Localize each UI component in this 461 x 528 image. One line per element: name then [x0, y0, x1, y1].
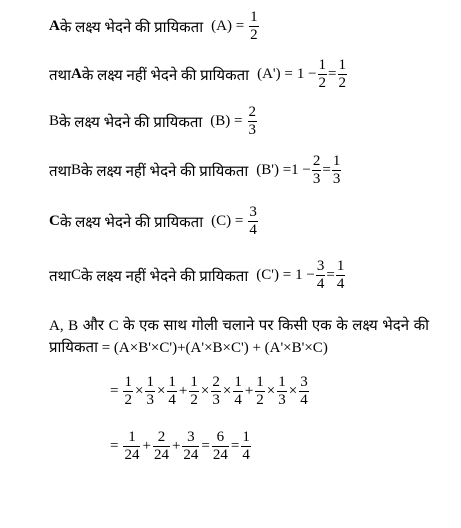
- denominator: 24: [124, 447, 140, 463]
- numerator: 1: [242, 429, 250, 445]
- operator: ×: [156, 383, 166, 399]
- label-a: A: [49, 18, 60, 34]
- fraction: [123, 375, 133, 408]
- fraction: $\frac{3}{4}$: [316, 258, 325, 292]
- fraction: [255, 375, 265, 408]
- operator: +: [171, 438, 181, 454]
- operator: ×: [266, 383, 276, 399]
- operator: +: [178, 383, 188, 399]
- denominator: 3: [146, 392, 154, 408]
- operator: +: [244, 383, 254, 399]
- label-a: A: [71, 66, 82, 82]
- denominator: 2: [124, 392, 132, 408]
- line-prob-a: [49, 10, 260, 43]
- fraction: $\frac{1}{2}$: [250, 9, 258, 43]
- fraction: [299, 375, 309, 408]
- line-prob-not-c: [49, 259, 346, 292]
- line-prob-c: [49, 205, 259, 238]
- denominator: 4: [242, 447, 250, 463]
- text-prob-hit: के लक्ष्य भेदने की प्रायिकता: [59, 214, 204, 231]
- denominator: 4: [234, 392, 242, 408]
- denominator: 4: [300, 392, 308, 408]
- numerator: 6: [216, 429, 225, 445]
- equals-sign: =: [328, 66, 337, 82]
- fraction: $\frac{3}{4}$: [249, 204, 257, 238]
- fraction: [189, 375, 199, 408]
- prefix-tatha: तथा: [49, 67, 72, 84]
- denominator: 24: [153, 447, 169, 463]
- numerator: 1: [168, 374, 176, 390]
- fraction: $\frac{2}{3}$: [312, 153, 321, 187]
- numerator: 3: [187, 429, 195, 445]
- prefix-tatha: तथा: [49, 268, 72, 285]
- operator: =: [201, 438, 210, 454]
- line-prob-b: [49, 105, 258, 138]
- fraction: $\frac{1}{2}$: [318, 57, 327, 91]
- label-c: C: [71, 267, 82, 283]
- denominator: 4: [168, 392, 176, 408]
- numerator: 1: [278, 374, 286, 390]
- equals-sign: =: [110, 383, 119, 399]
- combined-probability-paragraph: A, B और C के एक साथ गोली चलाने पर किसी एक के लक्ष्य भेदने की प्रायिकता = (A×B'×C')+(A'×B×C') + (A'×B'×C): [49, 318, 429, 356]
- fraction: [182, 430, 199, 463]
- fraction: [153, 430, 170, 463]
- var-b-prime: (B') =: [256, 162, 292, 178]
- lead-one-minus: 1 −: [295, 267, 315, 283]
- var-c-prime: (C') =: [256, 267, 292, 283]
- label-b: B: [71, 162, 82, 178]
- lead-one-minus: 1 −: [291, 162, 311, 178]
- text-prob-hit: के लक्ष्य भेदने की प्रायिकता: [59, 114, 203, 131]
- equals-sign: =: [322, 162, 331, 178]
- numerator: 3: [300, 374, 308, 390]
- numerator: 2: [212, 374, 220, 390]
- fraction: $\frac{1}{2}$: [338, 57, 347, 91]
- denominator: 3: [278, 392, 286, 408]
- fraction: $\frac{1}{4}$: [336, 258, 345, 292]
- fraction: $\frac{2}{3}$: [248, 104, 257, 138]
- numerator: 1: [256, 374, 264, 390]
- line-prob-not-b: [49, 154, 342, 187]
- fraction: [241, 430, 251, 463]
- fraction: $\frac{1}{3}$: [332, 153, 341, 187]
- numerator: 1: [124, 374, 132, 390]
- var-a-prime: (A') =: [257, 66, 293, 82]
- lead-one-minus: 1 −: [296, 66, 317, 82]
- text-prob-miss: के लक्ष्य नहीं भेदने की प्रायिकता: [81, 268, 249, 285]
- equals-sign: =: [326, 267, 335, 283]
- text-prob-miss: के लक्ष्य नहीं भेदने की प्रायिकता: [81, 67, 250, 84]
- denominator: 3: [212, 392, 220, 408]
- operator: ×: [288, 383, 298, 399]
- denominator: 24: [183, 447, 199, 463]
- denominator: 2: [256, 392, 264, 408]
- operator: ×: [200, 383, 210, 399]
- numerator: 2: [157, 429, 166, 445]
- fraction: [123, 430, 140, 463]
- calc-step-1: [110, 375, 310, 408]
- var-c: (C) =: [211, 213, 244, 229]
- numerator: 1: [146, 374, 154, 390]
- operator: +: [142, 438, 151, 454]
- fraction: [277, 375, 287, 408]
- text-prob-hit: के लक्ष्य भेदने की प्रायिकता: [59, 19, 204, 36]
- numerator: 1: [190, 374, 198, 390]
- denominator: 2: [190, 392, 198, 408]
- line-prob-not-a: [49, 58, 348, 91]
- numerator: 1: [234, 374, 242, 390]
- equals-sign: =: [110, 438, 119, 454]
- prefix-tatha: तथा: [49, 163, 72, 180]
- operator: ×: [134, 383, 144, 399]
- fraction: [145, 375, 155, 408]
- denominator: 24: [212, 447, 228, 463]
- fraction: [233, 375, 243, 408]
- var-b: (B) =: [210, 113, 243, 129]
- calc-step-2: [110, 430, 252, 463]
- operator: ×: [222, 383, 232, 399]
- fraction: [211, 375, 221, 408]
- fraction: [212, 430, 229, 463]
- fraction: [167, 375, 177, 408]
- label-b: B: [49, 113, 60, 129]
- label-c: C: [49, 213, 60, 229]
- var-a: (A) =: [211, 18, 245, 34]
- text-prob-miss: के लक्ष्य नहीं भेदने की प्रायिकता: [81, 163, 249, 180]
- operator: =: [230, 438, 240, 454]
- numerator: 1: [128, 429, 136, 445]
